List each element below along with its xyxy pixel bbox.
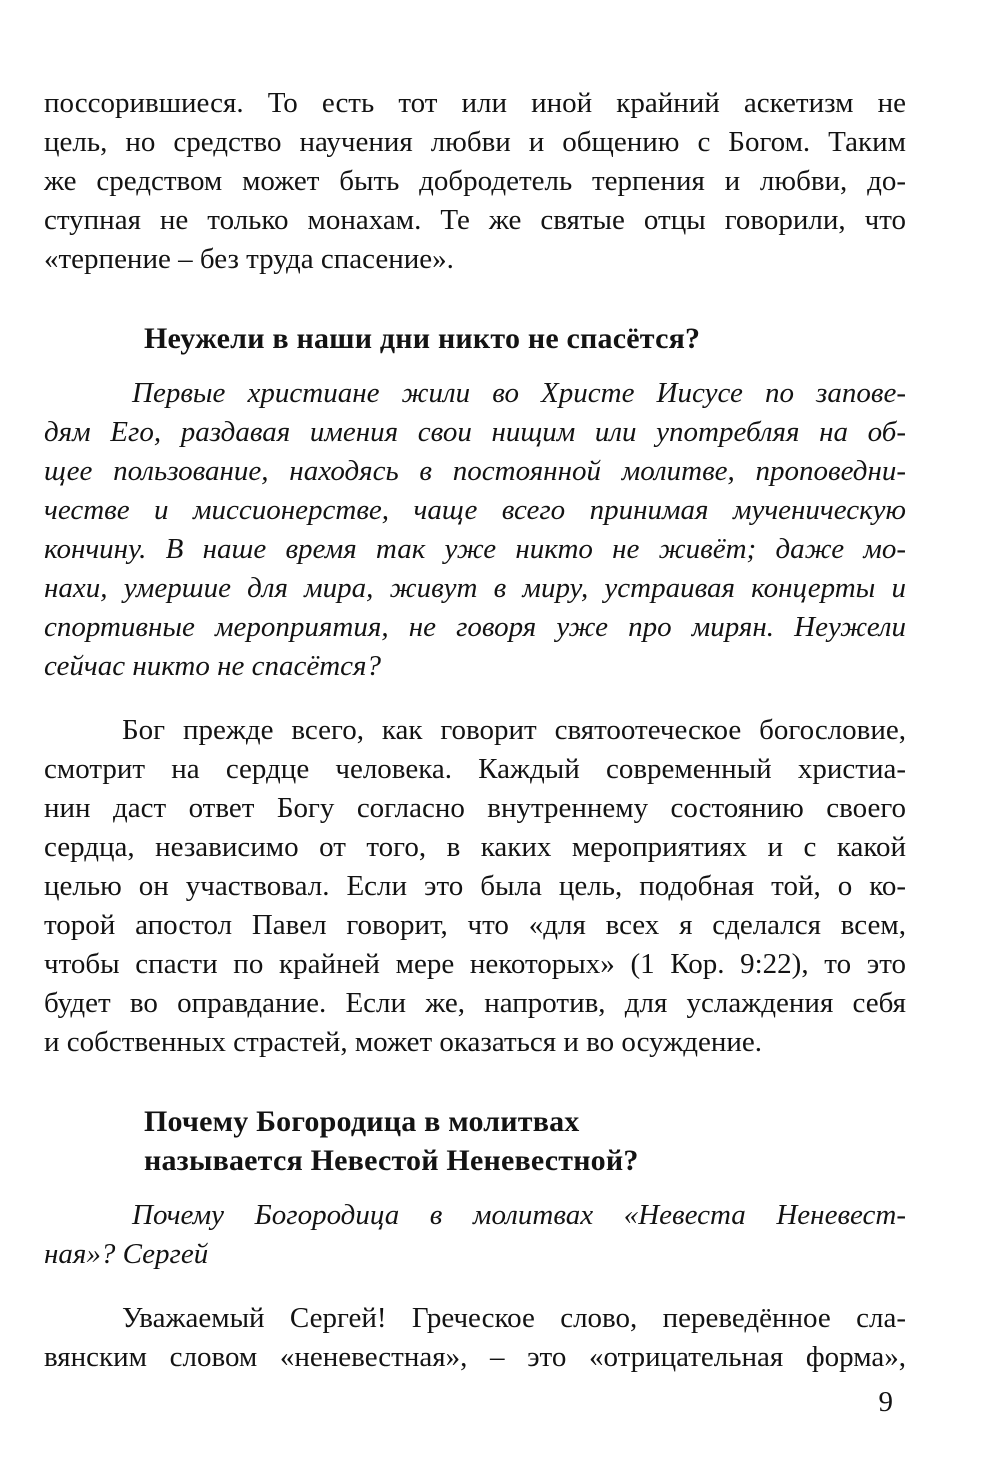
- text-line: сейчас никто не спасётся?: [44, 650, 381, 682]
- text-line: щее пользование, находясь в постоянной молитве, проповедни-: [44, 455, 906, 487]
- question-paragraph: [44, 374, 906, 686]
- text-line: торой апостол Павел говорит, что «для всех я сделался всем,: [44, 909, 906, 941]
- text-line: чтобы спасти по крайней мере некоторых» (1 Кор. 9:22), то это: [44, 948, 906, 980]
- text-line: вянским словом «неневестная», – это «отрицательная форма»,: [44, 1341, 906, 1373]
- text-line: нин даст ответ Богу согласно внутреннему состоянию своего: [44, 792, 906, 824]
- body-paragraph: [44, 711, 906, 1062]
- body-paragraph: [44, 1299, 906, 1377]
- page-content: [44, 84, 906, 1377]
- text-line: цель, но средство научения любви и общению с Богом. Таким: [44, 126, 906, 158]
- text-line: «терпение – без труда спасение».: [44, 243, 454, 275]
- text-line: сердца, независимо от того, в каких мероприятиях и с какой: [44, 831, 906, 863]
- page-number: 9: [878, 1386, 893, 1418]
- text-line: дям Его, раздавая имения свои нищим или употребляя на об-: [44, 416, 906, 448]
- text-line: нахи, умершие для мира, живут в миру, устраивая концерты и: [44, 572, 906, 604]
- text-line: Первые христиане жили во Христе Иисусе по запове-: [132, 377, 906, 409]
- text-line: и собственных страстей, может оказаться и во осуждение.: [44, 1026, 763, 1058]
- text-line: ступная не только монахам. Те же святые отцы говорили, что: [44, 204, 906, 236]
- text-line: Бог прежде всего, как говорит святоотеческое богословие,: [122, 714, 906, 746]
- section-heading: [144, 319, 906, 358]
- text-line: будет во оправдание. Если же, напротив, для услаждения себя: [44, 987, 906, 1019]
- text-line: называется Невестой Неневестной?: [144, 1144, 639, 1177]
- question-paragraph: [44, 1196, 906, 1274]
- text-line: Неужели в наши дни никто не спасётся?: [144, 322, 701, 355]
- section-heading: [144, 1102, 906, 1180]
- text-line: спортивные мероприятия, не говоря уже про мирян. Неужели: [44, 611, 906, 643]
- body-paragraph: [44, 84, 906, 279]
- text-line: целью он участвовал. Если это была цель, подобная той, о ко-: [44, 870, 906, 902]
- text-line: ная»? Сергей: [44, 1238, 209, 1270]
- text-line: Почему Богородица в молитвах «Невеста Неневест-: [132, 1199, 906, 1231]
- text-line: Почему Богородица в молитвах: [144, 1105, 580, 1138]
- text-line: Уважаемый Сергей! Греческое слово, переведённое сла-: [122, 1302, 906, 1334]
- text-line: честве и миссионерстве, чаще всего принимая мученическую: [44, 494, 906, 526]
- text-line: кончину. В наше время так уже никто не живёт; даже мо-: [44, 533, 906, 565]
- text-line: смотрит на сердце человека. Каждый современный христиа-: [44, 753, 906, 785]
- text-line: же средством может быть добродетель терпения и любви, до-: [44, 165, 906, 197]
- text-line: поссорившиеся. То есть тот или иной крайний аскетизм не: [44, 87, 906, 119]
